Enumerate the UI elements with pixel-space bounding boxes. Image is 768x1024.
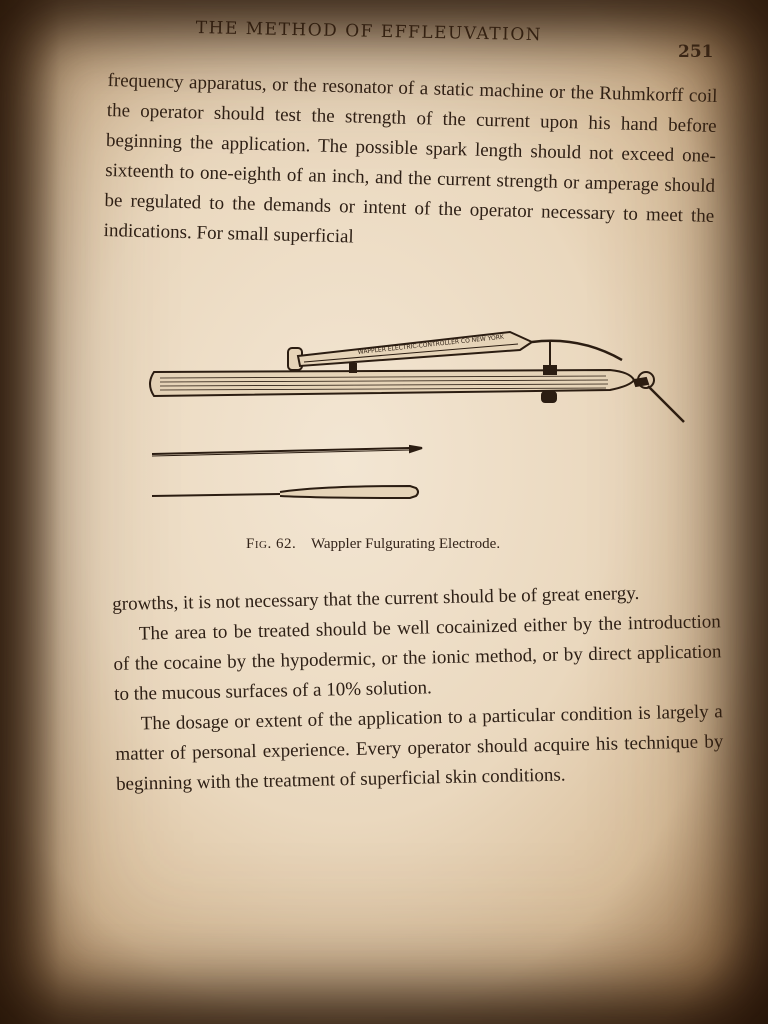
figure-label: Fig. 62. (246, 536, 297, 552)
engraved-maker-text: WAPPLER ELECTRIC-CONTROLLER CO NEW YORK (357, 333, 505, 356)
electrode-illustration (140, 320, 700, 510)
paragraph: growths, it is not necessary that the current should be of great energy. (112, 582, 640, 615)
running-head: THE METHOD OF EFFLEUVATION (195, 18, 543, 46)
electrode-handle (150, 370, 648, 396)
paragraph: The area to be treated should be well cocainized either by the introduction of the cocaine by the hypodermic, or the ionic method, or by direct application to the mucous surfaces of a 10% solution. (113, 611, 722, 705)
figure-caption-text: Wappler Fulgurating Electrode. (310, 536, 501, 552)
spare-needle-2 (152, 486, 418, 498)
text-block-top (103, 66, 718, 262)
paragraph: The dosage or extent of the application to a particular condition is largely a matter of personal experience. Every operator should acquire his technique by beginning with the treatment of superficial skin conditions. (115, 701, 724, 795)
figure-caption (246, 536, 500, 553)
spare-needle-1 (152, 446, 422, 456)
text-block-bottom (112, 577, 724, 800)
paragraph: frequency apparatus, or the resonator of a static machine or the Ruhmkorff coil the operator should test the strength of the current upon his hand before beginning the application. The possible spark length should not exceed one-sixteenth to one-eighth of an inch, and the current strength or amperage should be regulated to the demands or intent of the operator necessary to meet the indications. For small superficial (103, 69, 718, 248)
page-edge-shadow (0, 0, 60, 1024)
page-number: 251 (678, 42, 714, 62)
